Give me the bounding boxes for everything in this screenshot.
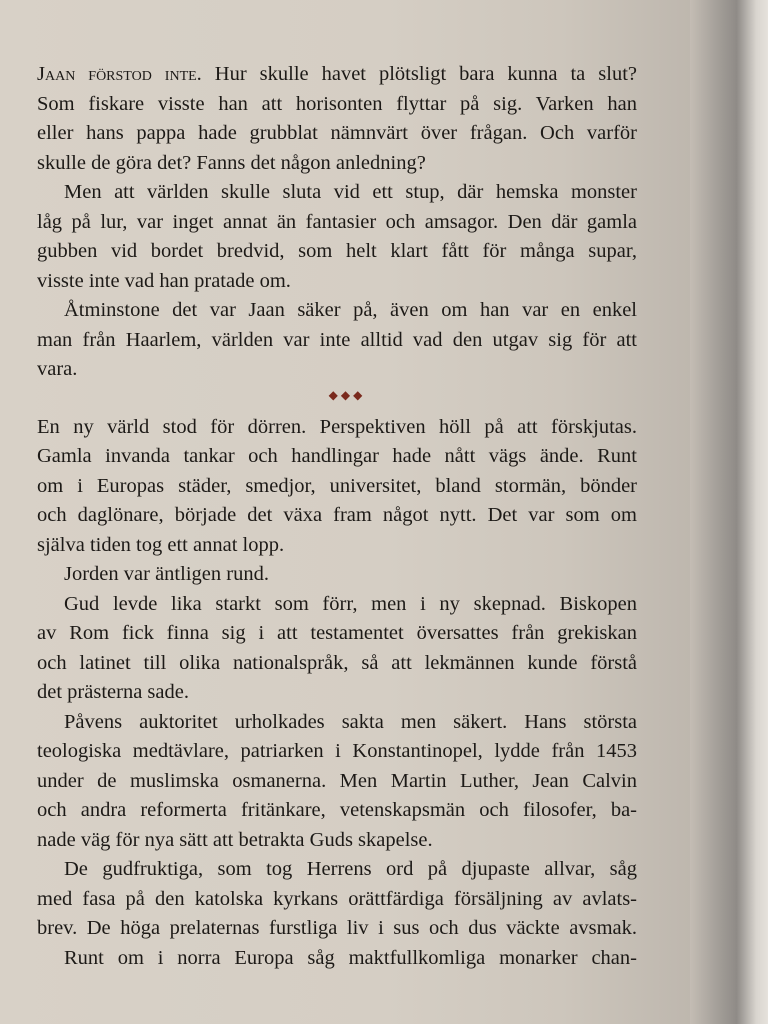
text-line: teologiska medtävlare, patriarken i Konstantinopel, lydde från 1453: [37, 740, 637, 762]
text-line: Jaan förstod inte. Hur skulle havet plötsligt bara kunna ta slut?: [37, 63, 637, 85]
text-line: låg på lur, var inget annat än fantasier och amsagor. Den där gamla: [37, 210, 637, 233]
paragraph: [37, 560, 637, 590]
text-line: det prästerna sade.: [37, 681, 189, 703]
text-line: Gud levde lika starkt som förr, men i ny skepnad. Biskopen: [64, 592, 637, 615]
text-line: och andra reformerta fritänkare, vetenskapsmän och filosofer, ba-: [37, 799, 637, 821]
text-line: brev. De höga prelaternas furstliga liv i sus och dus väckte avsmak.: [37, 917, 637, 939]
text-line: Gamla invanda tankar och handlingar hade nått vägs ände. Runt: [37, 445, 637, 467]
page-text: [37, 60, 637, 973]
text-line: Åtminstone det var Jaan säker på, även om han var en enkel: [64, 299, 637, 321]
text-line: Men att världen skulle sluta vid ett stup, där hemska monster: [64, 181, 637, 203]
text-line: Runt om i norra Europa såg maktfullkomliga monarker chan-: [64, 946, 637, 969]
text-line: under de muslimska osmanerna. Men Martin Luther, Jean Calvin: [37, 769, 637, 792]
paragraph: [37, 855, 637, 944]
text-line: En ny värld stod för dörren. Perspektiven höll på att förskjutas.: [37, 415, 637, 438]
text-line: Påvens auktoritet urholkades sakta men säkert. Hans största: [64, 710, 637, 733]
text-line: visste inte vad han pratade om.: [37, 269, 291, 292]
text-line: om i Europas städer, smedjor, universitet, bland stormän, bönder: [37, 474, 637, 497]
text-line: eller hans pappa hade grubblat nämnvärt över frågan. Och varför: [37, 122, 637, 144]
text-line: nade väg för nya sätt att betrakta Guds skapelse.: [37, 828, 433, 851]
section-break-ornament: ◆◆◆: [328, 387, 366, 402]
text-line: med fasa på den katolska kyrkans orättfärdiga försäljning av avlats-: [37, 887, 637, 910]
paragraph: [37, 944, 637, 974]
text-line: och daglönare, började det växa fram något nytt. Det var som om: [37, 504, 637, 526]
paragraph: [37, 590, 637, 708]
text-line: själva tiden tog ett annat lopp.: [37, 533, 285, 556]
text-line: vara.: [37, 358, 78, 380]
paragraph: [37, 60, 637, 178]
book-gutter: [690, 0, 768, 1024]
text-line: och latinet till olika nationalspråk, så att lekmännen kunde förstå: [37, 651, 637, 674]
text-line: De gudfruktiga, som tog Herrens ord på djupaste allvar, såg: [64, 858, 637, 880]
paragraph: [37, 708, 637, 856]
paragraph: [37, 413, 637, 561]
text-line: Som fiskare visste han att horisonten flyttar på sig. Varken han: [37, 92, 637, 115]
paragraph: [37, 178, 637, 296]
text-line: man från Haarlem, världen var inte alltid vad den utgav sig för att: [37, 328, 637, 351]
text-line: av Rom fick finna sig i att testamentet översattes från grekiskan: [37, 622, 637, 644]
paragraph: [37, 296, 637, 385]
chapter-lead-in: Jaan förstod inte.: [37, 63, 202, 85]
text-line: skulle de göra det? Fanns det någon anledning?: [37, 151, 426, 174]
text-line: gubben vid bordet bredvid, som helt klart fått för många supar,: [37, 240, 637, 262]
text-line: Jorden var äntligen rund.: [64, 563, 269, 585]
